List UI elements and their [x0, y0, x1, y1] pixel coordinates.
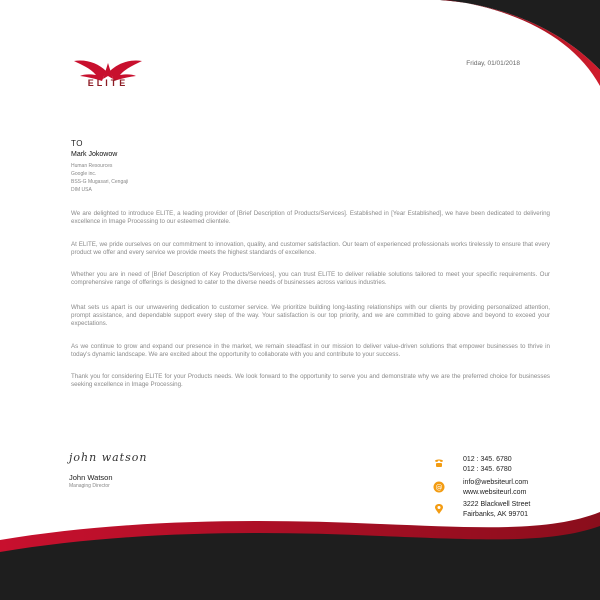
email-icon — [433, 481, 445, 493]
svg-text:@: @ — [435, 483, 443, 492]
logo-wordmark: ELITE — [87, 78, 129, 88]
to-label: TO — [71, 139, 83, 148]
recipient-name: Mark Jokowow — [71, 151, 118, 158]
elite-logo-icon — [72, 48, 144, 96]
recipient-line: DIM USA — [71, 187, 92, 193]
contact-phone: 012 : 345. 6780 — [463, 466, 512, 473]
contact-email: info@websiteurl.com — [463, 479, 529, 486]
handwritten-signature: john watson — [69, 451, 148, 464]
body-paragraph: As we continue to grow and expand our presence in the market, we remain steadfast in our mission to deliver value-driven solutions that empower businesses to thrive in today's dynamic landscape. We are excited about the opportunity to collaborate with you and contribute to your success. — [71, 343, 550, 358]
recipient-line: BSS-G Mugasari, Cengaji — [71, 179, 129, 185]
letter-date: Friday, 01/01/2018 — [466, 60, 520, 67]
contact-address: Fairbanks, AK 99701 — [463, 511, 528, 518]
body-paragraph: At ELITE, we pride ourselves on our commitment to innovation, quality, and customer satisfaction. Our team of experienced professionals works tirelessly to ensure that every product we offer and every service we provide meets the highest standards of excellence. — [71, 241, 550, 256]
bottom-swoosh-decoration — [0, 500, 600, 600]
signer-title: Managing Director — [69, 483, 110, 489]
body-paragraph: Thank you for considering ELITE for your Products needs. We look forward to the opportunity to serve you and demonstrate why we are the preferred choice for businesses seeking excellence in Image Processing. — [71, 373, 550, 388]
contact-phone: 012 : 345. 6780 — [463, 456, 512, 463]
contact-website: www.websiteurl.com — [463, 489, 527, 496]
recipient-line: Human Resources — [71, 163, 113, 169]
signer-name: John Watson — [69, 473, 113, 482]
body-paragraph: We are delighted to introduce ELITE, a leading provider of [Brief Description of Products/Services]. Established in [Year Established], we have been dedicated to delivering excellence in Image Processing to our esteemed clientele. — [71, 210, 550, 225]
body-paragraph: Whether you are in need of [Brief Description of Key Products/Services], you can trust ELITE to deliver reliable solutions tailored to meet your specific requirements. Our comprehensive range of offerings is designed to cater to the diverse needs of businesses across various industries. — [71, 271, 550, 286]
recipient-line: Google inc. — [71, 171, 97, 177]
phone-icon — [433, 457, 445, 469]
body-paragraph: What sets us apart is our unwavering dedication to customer service. We prioritize building long-lasting relationships with our clients by providing personalized attention, prompt assistance, and dependable support every step of the way. Your satisfaction is our top priority, and we are committed to going above and beyond to exceed your expectations. — [71, 304, 550, 327]
contact-address: 3222 Blackwell Street — [463, 501, 531, 508]
